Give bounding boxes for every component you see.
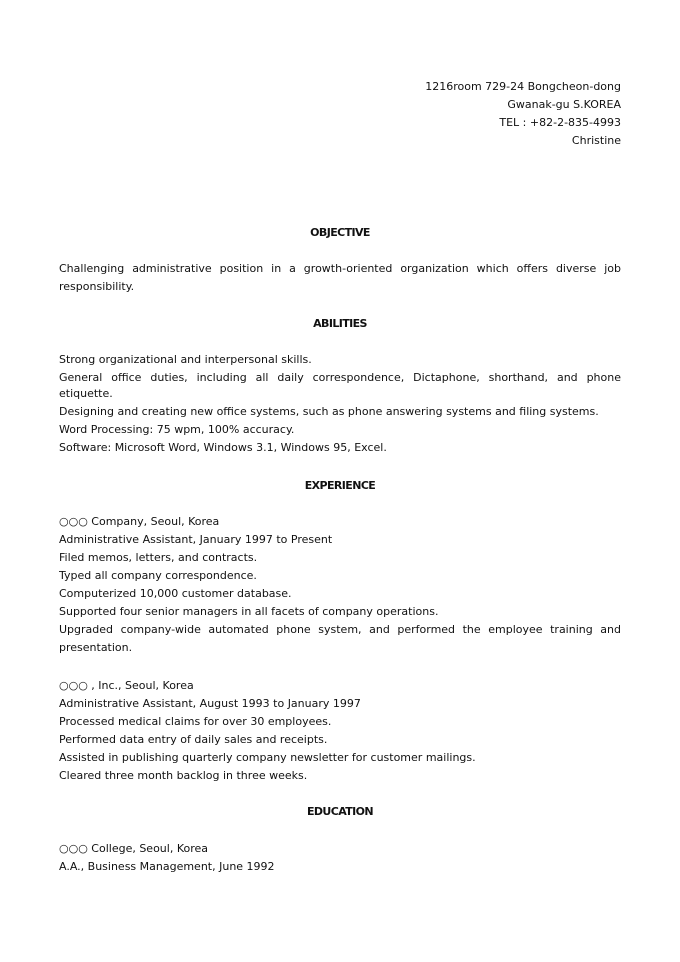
job-duty: Processed medical claims for over 30 employees. — [59, 715, 332, 728]
job-company: ○○○ Company, Seoul, Korea — [59, 515, 220, 528]
phone-number: TEL : +82-2-835-4993 — [499, 116, 621, 129]
job-duty: Typed all company correspondence. — [59, 569, 257, 582]
abilities-heading: ABILITIES — [313, 317, 367, 330]
contact-address-block — [425, 78, 621, 150]
experience-job-1 — [59, 513, 621, 657]
job-duty: Assisted in publishing quarterly company newsletter for customer mailings. — [59, 751, 476, 764]
experience-heading: EXPERIENCE — [304, 479, 376, 492]
objective-heading: OBJECTIVE — [310, 226, 370, 239]
abilities-list — [59, 351, 621, 457]
ability-item: Word Processing: 75 wpm, 100% accuracy. — [59, 423, 295, 436]
job-duty: Performed data entry of daily sales and receipts. — [59, 733, 328, 746]
address-line-2: Gwanak-gu S.KOREA — [507, 98, 621, 111]
ability-item: Strong organizational and interpersonal skills. — [59, 353, 312, 366]
ability-item: Designing and creating new office systems, such as phone answering systems and filing systems. — [59, 405, 599, 418]
job-duty: Cleared three month backlog in three weeks. — [59, 769, 308, 782]
job-duty: Upgraded company-wide automated phone system, and performed the employee training and presentation. — [59, 623, 621, 654]
education-school: ○○○ College, Seoul, Korea — [59, 842, 209, 855]
job-company: ○○○ , Inc., Seoul, Korea — [59, 679, 194, 692]
job-title: Administrative Assistant, January 1997 to Present — [59, 533, 333, 546]
education-heading: EDUCATION — [306, 805, 374, 818]
address-line-1: 1216room 729-24 Bongcheon-dong — [425, 80, 621, 93]
job-duty: Supported four senior managers in all facets of company operations. — [59, 605, 439, 618]
ability-item: General office duties, including all daily correspondence, Dictaphone, shorthand, and phone etiquette. — [59, 371, 621, 400]
experience-job-2 — [59, 677, 621, 785]
education-degree: A.A., Business Management, June 1992 — [59, 860, 275, 873]
job-title: Administrative Assistant, August 1993 to January 1997 — [59, 697, 361, 710]
job-duty: Filed memos, letters, and contracts. — [59, 551, 258, 564]
ability-item: Software: Microsoft Word, Windows 3.1, Windows 95, Excel. — [59, 441, 387, 454]
job-duty: Computerized 10,000 customer database. — [59, 587, 292, 600]
objective-text: Challenging administrative position in a growth-oriented organization which offers diverse job responsibility. — [59, 262, 621, 293]
applicant-name: Christine — [571, 134, 621, 147]
education-entry — [59, 840, 621, 876]
